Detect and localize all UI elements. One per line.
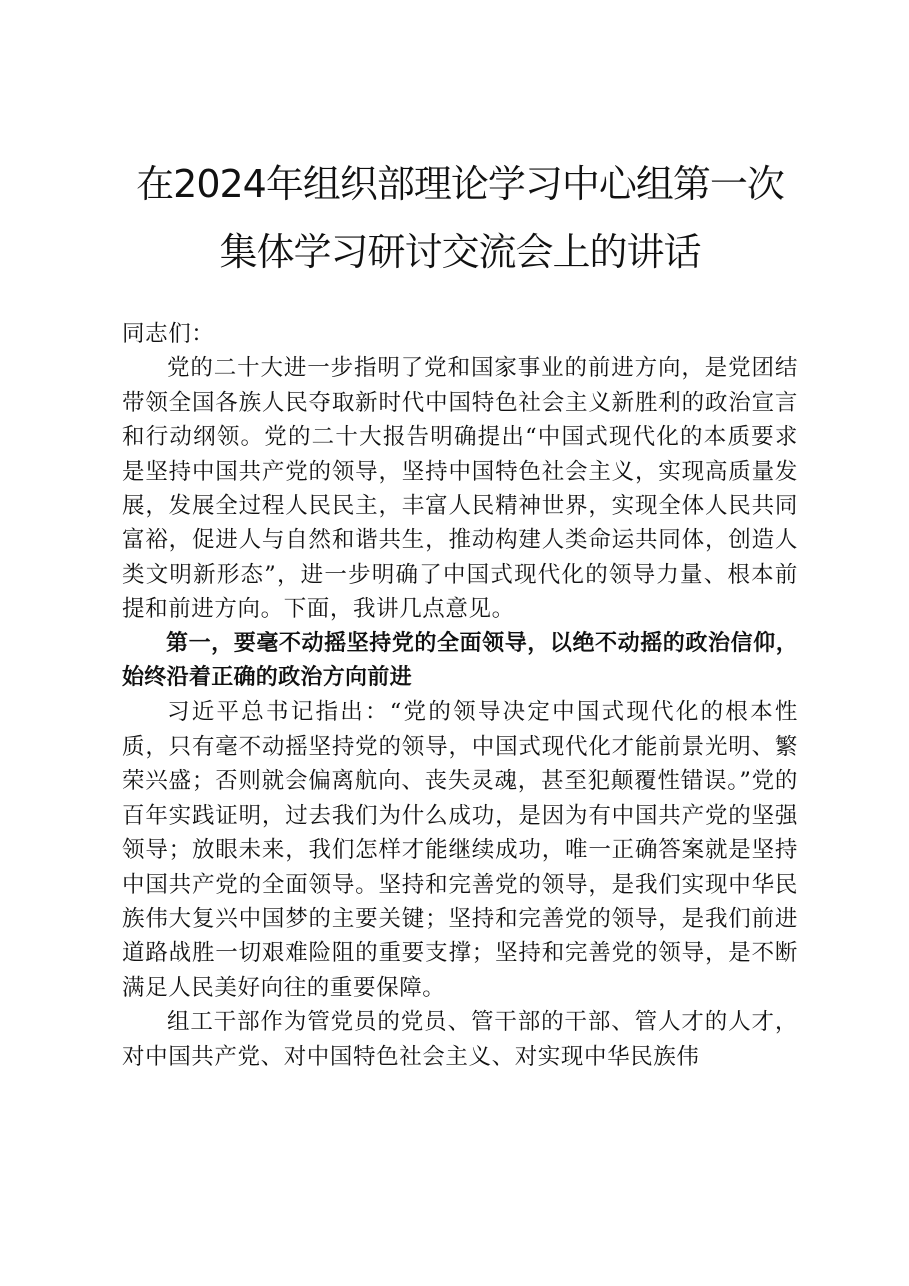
intro-paragraph: 党的二十大进一步指明了党和国家事业的前进方向，是党团结带领全国各族人民夺取新时代中国特色社会主义新胜利的政治宣言和行动纲领。党的二十大报告明确提出“中国式现代化的本质要求是坚持中国共产党的领导，坚持中国特色社会主义，实现高质量发展，发展全过程人民民主，丰富人民精神世界，实现全体人民共同富裕，促进人与自然和谐共生，推动构建人类命运共同体，创造人类文明新形态”，进一步明确了中国式现代化的领导力量、根本前提和前进方向。下面，我讲几点意见。 — [122, 355, 798, 623]
salutation: 同志们： — [122, 321, 215, 347]
body-paragraph: 习近平总书记指出：“党的领导决定中国式现代化的根本性质，只有毫不动摇坚持党的领导，中国式现代化才能前景光明、繁荣兴盛；否则就会偏离航向、丧失灵魂，甚至犯颠覆性错误。”党的百年实践证明，过去我们为什么成功，是因为有中国共产党的坚强领导；放眼未来，我们怎样才能继续成功，唯一正确答案就是坚持中国共产党的全面领导。坚持和完善党的领导，是我们实现中华民族伟大复兴中国梦的主要关键；坚持和完善党的领导，是我们前进道路战胜一切艰难险阻的重要支撑；坚持和完善党的领导，是不断满足人民美好向往的重要保障。 — [122, 699, 798, 1001]
document-body — [122, 317, 798, 1074]
section-heading-1: 第一，要毫不动摇坚持党的全面领导，以绝不动摇的政治信仰，始终沿着正确的政治方向前进 — [122, 630, 798, 691]
document-title: 在2024年组织部理论学习中心组第一次集体学习研讨交流会上的讲话 — [136, 162, 784, 274]
body-paragraph: 组工干部作为管党员的党员、管干部的干部、管人才的人才，对中国共产党、对中国特色社会主义、对实现中华民族伟 — [122, 1009, 798, 1070]
